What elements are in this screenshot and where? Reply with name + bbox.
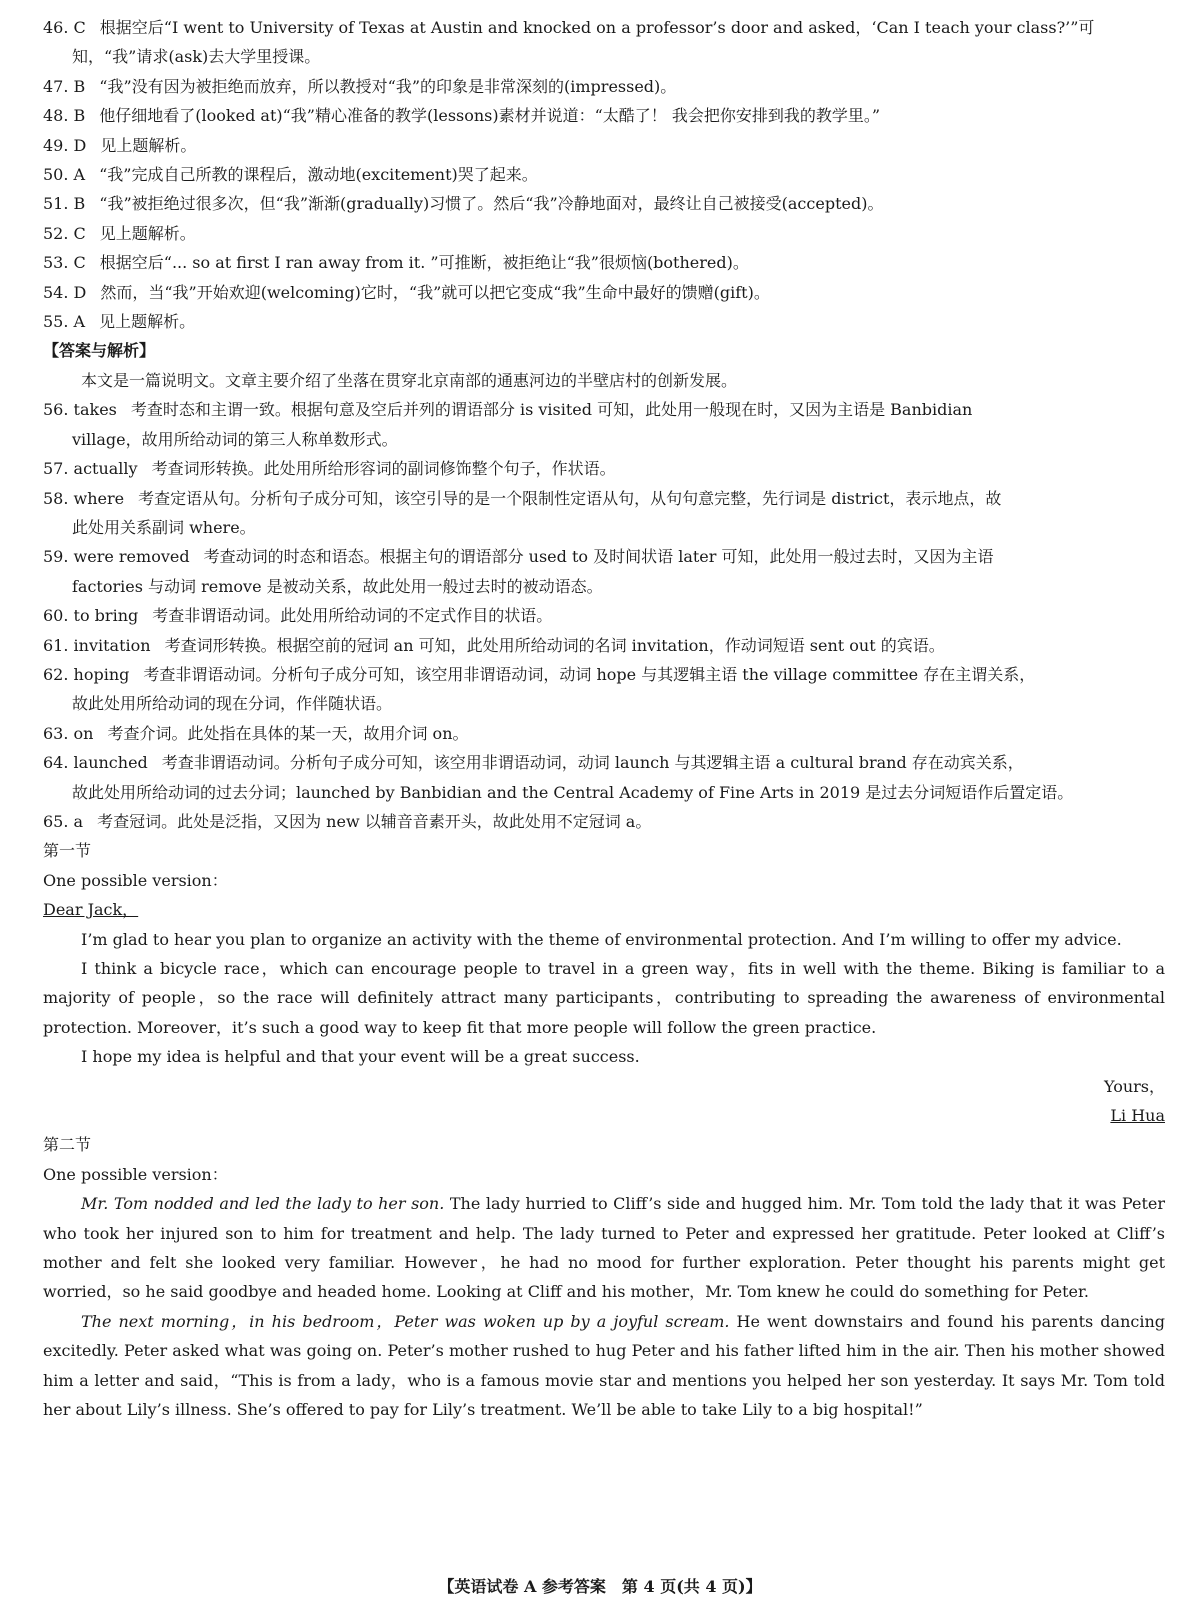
writing1-heading: 第一节	[43, 841, 92, 861]
answer-explanation: 考查介词。此处指在具体的某一天，故用介词 on。	[107, 723, 469, 743]
answer-explanation: 考查动词的时态和语态。根据主句的谓语部分 used to 及时间状语 later 可知，此处用一般过去时，又因为主语	[203, 547, 994, 567]
answer-item	[43, 101, 1165, 130]
answer-number: 55. A	[43, 312, 86, 332]
writing2-version-label: One possible version：	[43, 1164, 228, 1184]
grammar-fill-answers	[43, 395, 1165, 836]
answer-explanation: 考查非谓语动词。分析句子成分可知，该空用非谓语动词，动词 launch 与其逻辑主语 a cultural brand 存在动宾关系，	[161, 753, 1024, 773]
answer-explanation: 考查词形转换。此处用所给形容词的副词修饰整个句子，作状语。	[151, 459, 616, 479]
answer-explanation: 见上题解析。	[100, 135, 197, 155]
writing1-version-label: One possible version：	[43, 870, 228, 890]
letter-paragraph-1: I’m glad to hear you plan to organize an activity with the theme of environmental protection. And I’m willing to offer my advice.	[81, 929, 1122, 949]
answer-number: 56. takes	[43, 400, 117, 420]
answer-number: 62. hoping	[43, 664, 130, 684]
answer-explanation: 考查时态和主谓一致。根据句意及空后并列的谓语部分 is visited 可知，此处用一般现在时，又因为主语是 Banbidian	[130, 400, 973, 420]
answer-explanation: 见上题解析。	[99, 312, 196, 332]
answer-explanation: 考查定语从句。分析句子成分可知，该空引导的是一个限制性定语从句，从句句意完整，先行词是 district，表示地点，故	[138, 488, 1002, 508]
answer-explanation: 考查冠词。此处是泛指，又因为 new 以辅音音素开头，故此处用不定冠词 a。	[97, 811, 652, 831]
answer-number: 60. to bring	[43, 606, 139, 626]
answer-number: 63. on	[43, 723, 94, 743]
writing2-heading: 第二节	[43, 1135, 92, 1155]
answer-item	[43, 484, 1165, 513]
answer-explanation: 他仔细地看了(looked at)“我”精心准备的教学(lessons)素材并说道：“太酷了！ 我会把你安排到我的教学里。”	[99, 106, 881, 126]
answer-number: 52. C	[43, 223, 86, 243]
answer-explanation: 根据空后“I went to University of Texas at Austin and knocked on a professor’s door and asked，‘Can I teach your class?’”可	[99, 18, 1095, 37]
answer-number: 46. C	[43, 18, 86, 37]
answer-number: 61. invitation	[43, 635, 151, 655]
story-paragraph-1-body: The lady hurried to Cliff’s side and hugged him. Mr. Tom told the lady that it was Peter who took her injured son to him for treatment and help. The lady turned to Peter and expressed her gratitude. Peter looked at Cliff’s mother and felt she looked very familiar. However，he had no mood for further exploration. Peter thought his parents might get worried，so he said goodbye and headed home. Looking at Cliff and his mother，Mr. Tom knew he could do something for Peter.	[43, 1194, 1165, 1302]
answer-explanation-continued: 故此处用所给动词的过去分词；launched by Banbidian and the Central Academy of Fine Arts in 2019 是过去分词短语作后置定语。	[72, 782, 1074, 802]
answer-item	[43, 719, 1165, 748]
answer-explanation: 考查词形转换。根据空前的冠词 an 可知，此处用所给动词的名词 invitation，作动词短语 sent out 的宾语。	[164, 635, 945, 655]
answer-item	[43, 807, 1165, 836]
letter-paragraph-2: I think a bicycle race，which can encourage people to travel in a green way，fits in well with the theme. Biking is familiar to a majority of people，so the race will definitely attract many participants，contributing to spreading the awareness of environmental protection. Moreover，it’s such a good way to keep fit that more people will follow the green practice.	[43, 959, 1165, 1037]
answer-item	[43, 160, 1165, 189]
answer-item	[43, 454, 1165, 483]
answer-number: 48. B	[43, 106, 86, 126]
answer-number: 49. D	[43, 135, 87, 155]
story-paragraph-2	[43, 1307, 1165, 1425]
story-paragraph-1-lead: Mr. Tom nodded and led the lady to her son.	[81, 1194, 445, 1214]
story-paragraph-2-body: He went downstairs and found his parents dancing excitedly. Peter asked what was going on. Peter’s mother rushed to hug Peter and his father lifted him in the air. Then his mother showed him a letter and said，“This is from a lady，who is a famous movie star and mentions you helped her son yesterday. It says Mr. Tom told her about Lily’s illness. She’s offered to pay for Lily’s treatment. We’ll be able to take Lily to a big hospital!”	[43, 1311, 1165, 1420]
answer-number: 59. were removed	[43, 547, 190, 567]
story-paragraph-1	[43, 1189, 1165, 1307]
answer-explanation-continued: village，故用所给动词的第三人称单数形式。	[72, 429, 398, 449]
answer-number: 54. D	[43, 282, 87, 302]
answer-explanation-continued: 此处用关系副词 where。	[72, 517, 256, 537]
answer-item	[43, 13, 1165, 42]
answer-number: 53. C	[43, 253, 86, 273]
answer-number: 65. a	[43, 811, 84, 831]
answer-item	[43, 307, 1165, 336]
answer-number: 47. B	[43, 76, 86, 96]
page-footer: 【英语试卷 A 参考答案 第 4 页(共 4 页)】	[438, 1577, 762, 1596]
letter-closing: Yours，	[1104, 1076, 1165, 1096]
answer-item	[43, 248, 1165, 277]
answer-item	[43, 131, 1165, 160]
answer-number: 58. where	[43, 488, 125, 508]
answer-explanation: “我”完成自己所教的课程后，激动地(excitement)哭了起来。	[99, 165, 538, 185]
answer-explanation: 根据空后“... so at first I ran away from it. ”可推断，被拒绝让“我”很烦恼(bothered)。	[99, 253, 749, 273]
answer-page	[43, 13, 1165, 1425]
answer-explanation: 然而，当“我”开始欢迎(welcoming)它时，“我”就可以把它变成“我”生命中最好的馈赠(gift)。	[100, 282, 770, 302]
answer-number: 51. B	[43, 194, 86, 214]
answer-explanation: 考查非谓语动词。此处用所给动词的不定式作目的状语。	[152, 606, 553, 626]
answer-number: 64. launched	[43, 753, 148, 773]
answer-item	[43, 748, 1165, 777]
answer-explanation-continued: 故此处用所给动词的现在分词，作伴随状语。	[72, 694, 393, 714]
answer-item	[43, 542, 1165, 571]
answer-item	[43, 601, 1165, 630]
answer-explanation: “我”没有因为被拒绝而放弃，所以教授对“我”的印象是非常深刻的(impressed)。	[99, 76, 677, 96]
answer-number: 50. A	[43, 165, 86, 185]
answer-item	[43, 631, 1165, 660]
answer-explanation-continued: 知，“我”请求(ask)去大学里授课。	[72, 47, 321, 67]
answer-explanation-continued: factories 与动词 remove 是被动关系，故此处用一般过去时的被动语态。	[72, 576, 603, 596]
answer-item	[43, 278, 1165, 307]
answer-item	[43, 219, 1165, 248]
letter-signature: Li Hua	[1110, 1106, 1165, 1126]
answer-item	[43, 72, 1165, 101]
section-header: 【答案与解析】	[43, 341, 156, 361]
answer-item	[43, 660, 1165, 689]
cloze-answers	[43, 13, 1165, 336]
answer-item	[43, 395, 1165, 424]
answer-explanation: “我”被拒绝过很多次，但“我”渐渐(gradually)习惯了。然后“我”冷静地面对，最终让自己被接受(accepted)。	[99, 194, 884, 214]
letter-paragraph-3: I hope my idea is helpful and that your event will be a great success.	[81, 1047, 640, 1067]
passage-intro: 本文是一篇说明文。文章主要介绍了坐落在贯穿北京南部的通惠河边的半壁店村的创新发展。	[81, 370, 738, 390]
answer-explanation: 见上题解析。	[99, 223, 196, 243]
story-paragraph-2-lead: The next morning，in his bedroom，Peter was woken up by a joyful scream.	[81, 1311, 730, 1331]
letter-salutation: Dear Jack，	[43, 900, 139, 920]
answer-item	[43, 189, 1165, 218]
answer-explanation: 考查非谓语动词。分析句子成分可知，该空用非谓语动词，动词 hope 与其逻辑主语 the village committee 存在主谓关系，	[143, 664, 1036, 684]
answer-number: 57. actually	[43, 459, 138, 479]
